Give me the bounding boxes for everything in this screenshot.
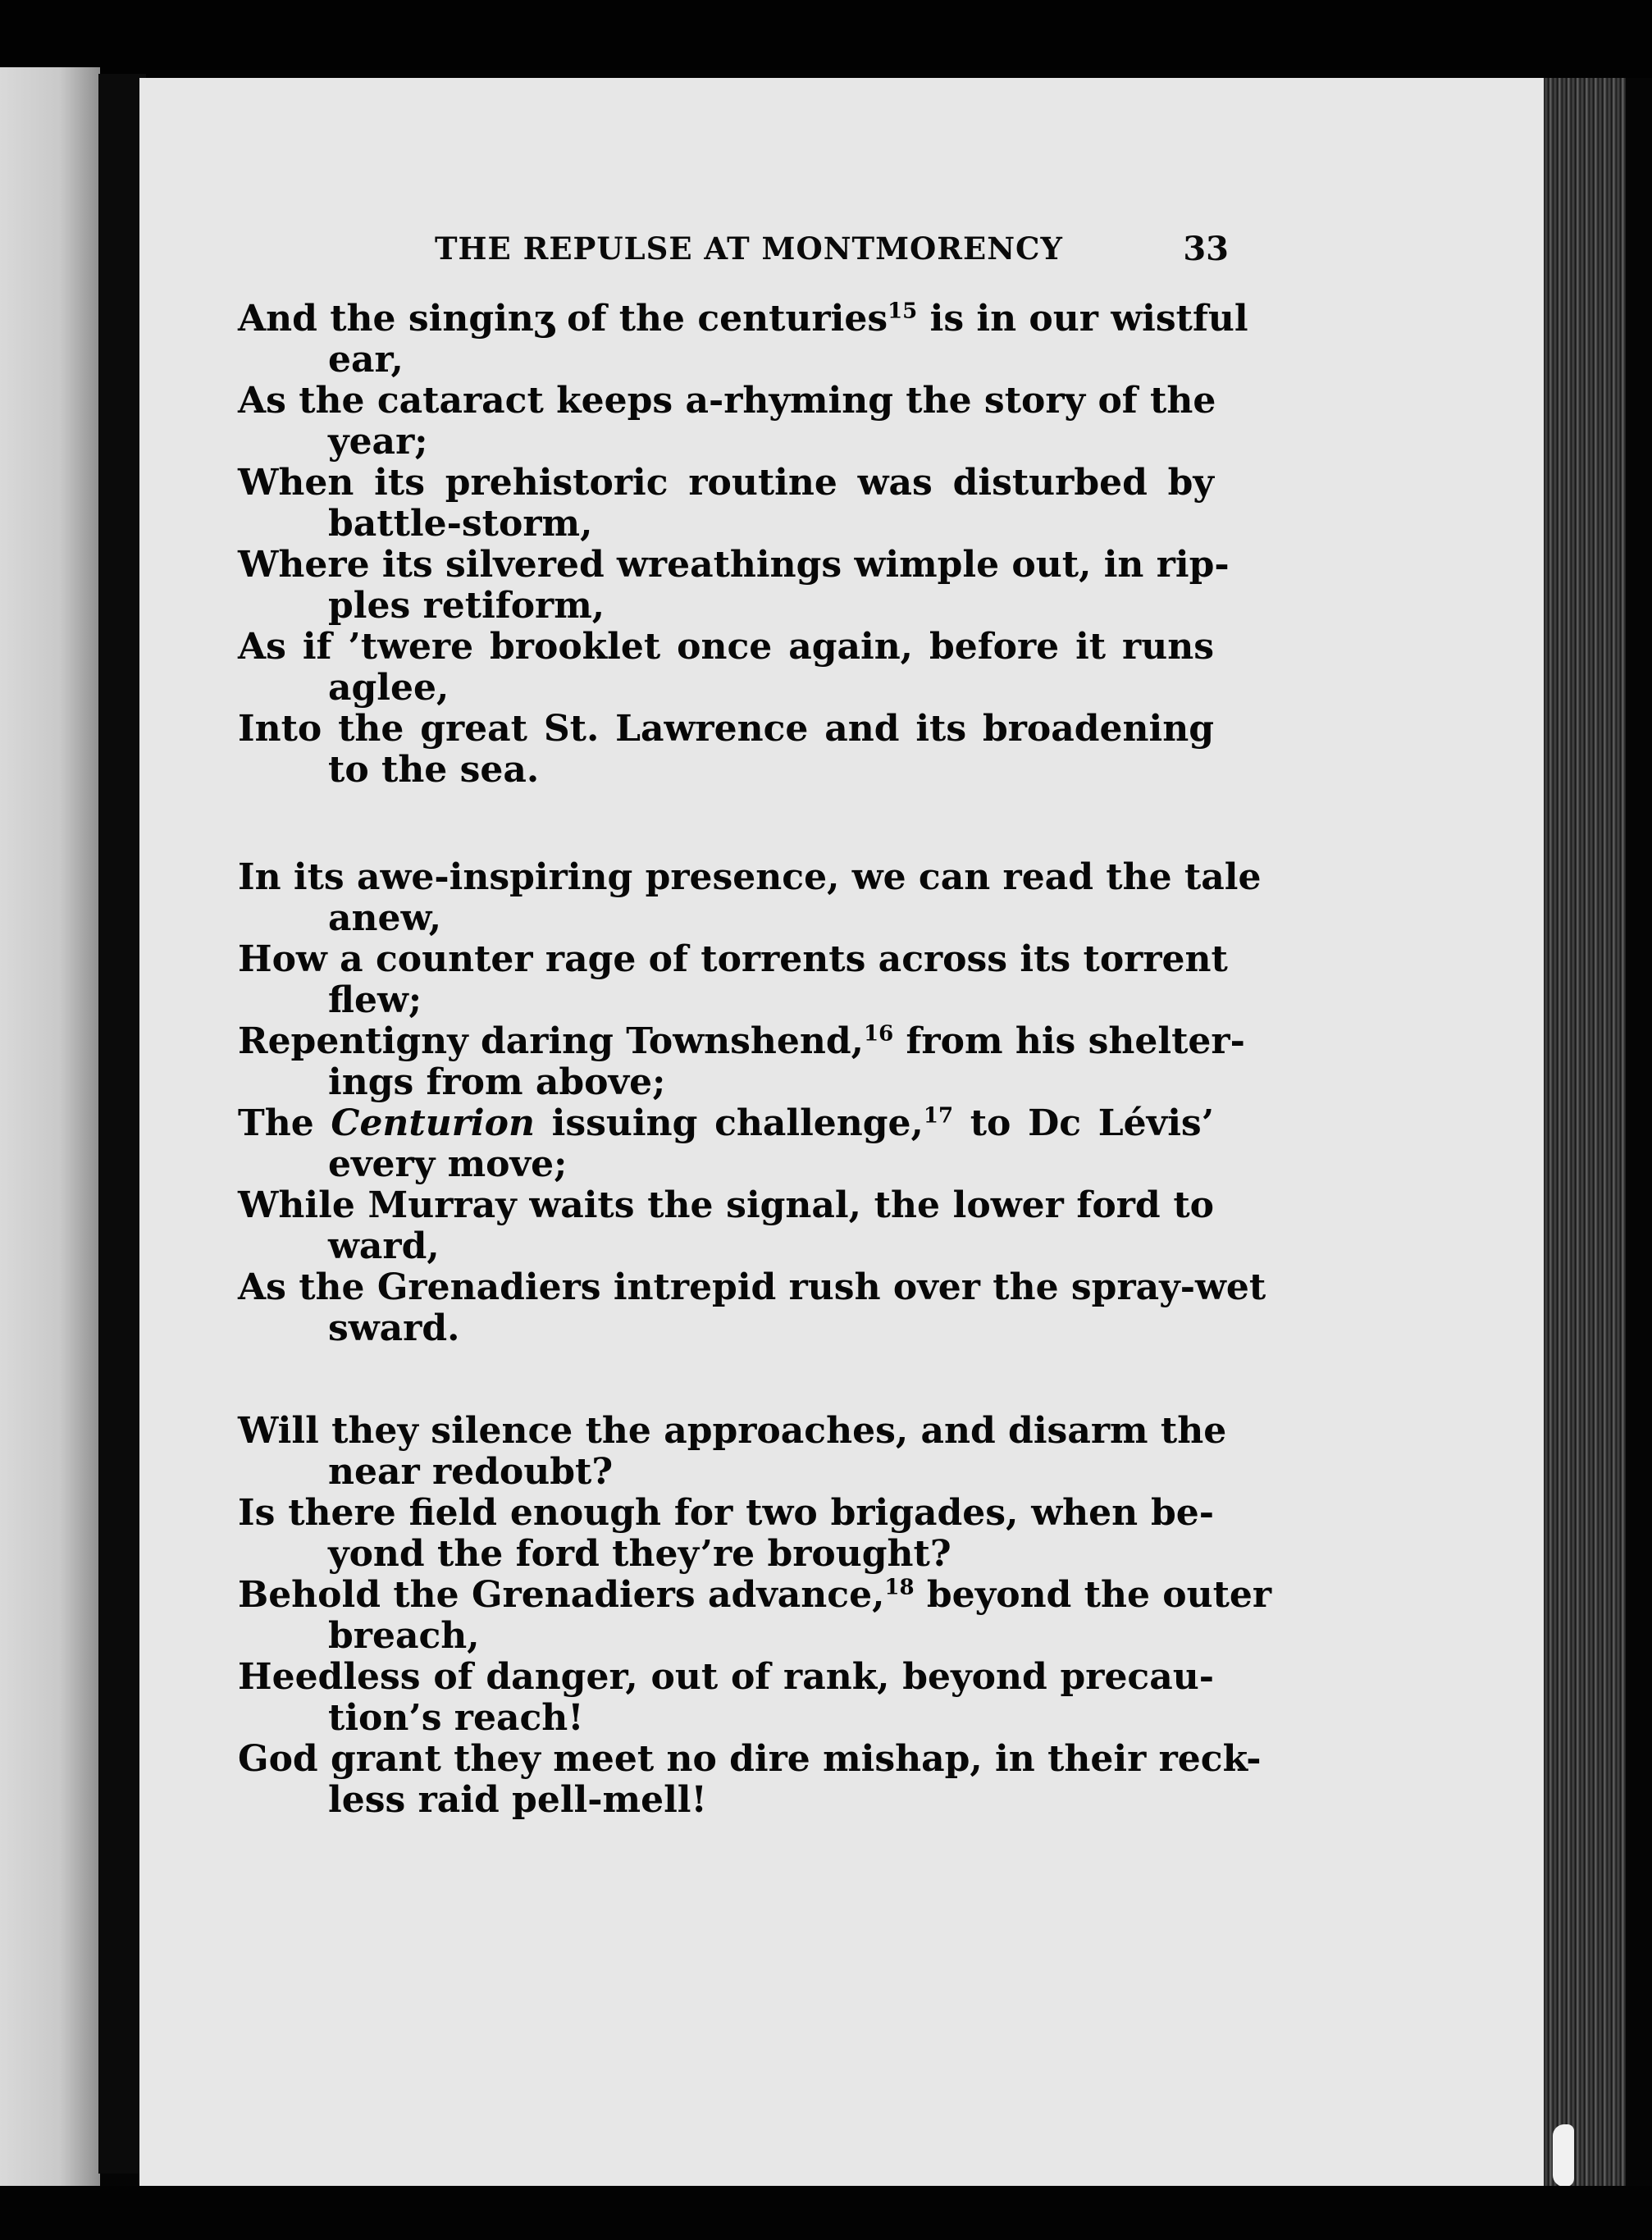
verse-line-continuation: ples retiform, [328,585,605,627]
verse-line-continuation: aglee, [328,667,450,709]
verse-line: Heedless of danger, out of rank, beyond precau- [238,1656,1214,1698]
edge-blemish [1553,2124,1574,2187]
verse-line: Is there field enough for two brigades, when be- [238,1492,1214,1534]
verse-line: While Murray waits the signal, the lower ford to [238,1184,1214,1226]
footnote-marker: 16 [863,1021,894,1047]
verse-line: When its prehistoric routine was disturbed by [238,462,1214,504]
verse-line: As the cataract keeps a-rhyming the story of the [238,380,1216,422]
verse-line: As if ’twere brooklet once again, before it runs [238,626,1214,668]
scan-bottom-border [0,2186,1652,2240]
verse-line: The Centurion issuing challenge,$^{17}$ to Dc Lévis’ [238,1102,1215,1144]
verse-line: Behold the Grenadiers advance,$^{18}$ beyond the outer [238,1574,1272,1616]
verse-line-continuation: ings from above; [328,1061,666,1103]
verse-line-continuation: yond the ford they’re brought? [328,1533,951,1575]
ship-name: Centurion [331,1102,535,1144]
verse-line-continuation: ward, [328,1225,440,1267]
footnote-marker: 18 [884,1575,915,1600]
stanza-3 [238,1410,1272,1821]
verse-line-continuation: sward. [328,1307,460,1349]
page-number: 33 [1183,229,1229,268]
verse-line-continuation: less raid pell-mell! [328,1779,707,1821]
verse-line-continuation: flew; [328,979,422,1021]
verse-line-continuation: anew, [328,897,442,939]
stanza-2 [238,856,1266,1349]
page-stack-edge [1544,78,1626,2190]
verse-line: God grant they meet no dire mishap, in their reck- [238,1738,1262,1780]
scan-top-border [0,0,1652,78]
verse-line: As the Grenadiers intrepid rush over the spray-wet [238,1266,1266,1308]
verse-line: Where its silvered wreathings wimple out, in rip- [238,544,1230,586]
verse-line: And the singinʒ of the centuries$^{15}$ is in our wistful [238,298,1248,340]
verse-line-continuation: near redoubt? [328,1451,614,1493]
footnote-marker: 15 [888,299,918,324]
verse-line-continuation: ear, [328,339,404,381]
verse-line-continuation: to the sea. [328,749,540,791]
verse-line-continuation: breach, [328,1615,480,1657]
running-head [435,220,1229,277]
verse-line: How a counter rage of torrents across its torrent [238,938,1228,980]
verse-line-continuation: year; [328,421,428,463]
facing-page-edge [0,67,100,2188]
verse-line: Repentigny daring Townshend,$^{16}$ from his shelter- [238,1020,1245,1062]
verse-line: Into the great St. Lawrence and its broadening [238,708,1214,750]
verse-line: In its awe-inspiring presence, we can read the tale [238,856,1262,898]
verse-line-continuation: every move; [328,1143,568,1185]
running-title: THE REPULSE AT MONTMORENCY [435,230,1063,267]
stanza-1 [238,298,1248,791]
footnote-marker: 17 [923,1103,954,1129]
verse-line: Will they silence the approaches, and disarm the [238,1410,1227,1452]
verse-line-continuation: battle-storm, [328,503,593,545]
verse-line-continuation: tion’s reach! [328,1697,584,1739]
